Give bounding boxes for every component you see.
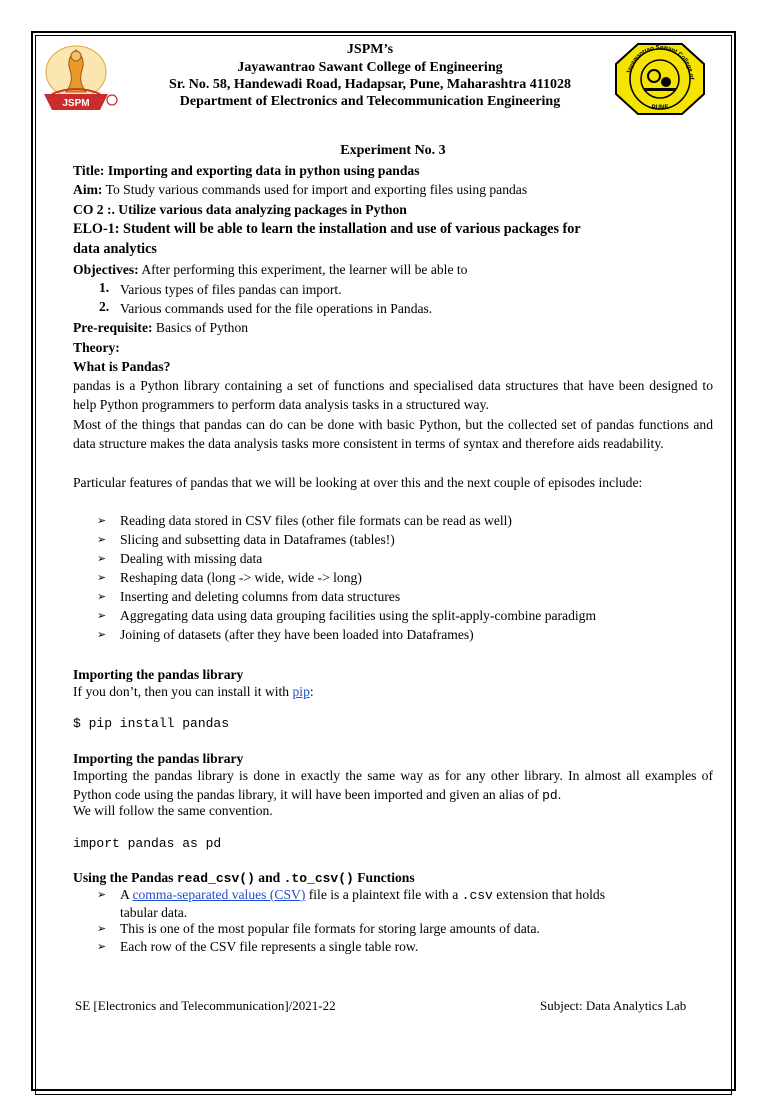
feature-item: Inserting and deleting columns from data structures (120, 589, 401, 604)
feature-item: Slicing and subsetting data in Dataframes (tables!) (120, 532, 395, 547)
pip-install-command: $ pip install pandas (73, 716, 230, 731)
paragraph-pandas-intro: pandas is a Python library containing a set of functions and specialised data structures that have been designed to help Python programmers to perform data analysis tasks in a structured way. (73, 378, 713, 413)
svg-text:Jayawantrao Sawant College of: Jayawantrao Sawant College of (626, 44, 695, 80)
alias-code: pd (542, 788, 558, 804)
csv-bullet-item: Each row of the CSV file represents a single table row. (120, 939, 419, 954)
import-text-end: . (557, 787, 562, 803)
paragraph-import-convention (73, 766, 713, 805)
arrow-bullet-icon: ➢ (97, 941, 107, 953)
follow-convention-text: We will follow the same convention. (73, 803, 273, 818)
bullet-text: file is a plaintext file with a (305, 887, 462, 902)
jspm-logo (38, 42, 120, 114)
feature-item: Aggregating data using data grouping facilities using the split-apply-combine paradigm (120, 608, 597, 623)
feature-item: Joining of datasets (after they have been loaded into Dataframes) (120, 627, 474, 642)
csv-bullet-item (120, 885, 605, 905)
arrow-bullet-icon: ➢ (97, 629, 107, 641)
college-address: Sr. No. 58, Handewadi Road, Hadapsar, Pune, Maharashtra 411028 (169, 77, 571, 92)
import-pandas-command: import pandas as pd (73, 836, 222, 851)
org-short-name: JSPM’s (346, 42, 394, 57)
elo-line-2: data analytics (73, 241, 157, 257)
arrow-bullet-icon: ➢ (97, 515, 107, 527)
objective-item: Various commands used for the file operations in Pandas. (120, 301, 433, 316)
theory-heading: Theory: (73, 340, 120, 355)
feature-item: Reshaping data (long -> wide, wide -> long) (120, 570, 362, 585)
objectives-label: Objectives: (73, 262, 139, 277)
aim-line (73, 180, 527, 199)
csv-bullet-item: This is one of the most popular file formats for storing large amounts of data. (120, 921, 540, 936)
objective-item: Various types of files pandas can import. (120, 282, 342, 297)
objectives-text: After performing this experiment, the learner will be able to (138, 262, 468, 277)
arrow-bullet-icon: ➢ (97, 534, 107, 546)
import-text: Importing the pandas library is done in exactly the same way as for any other library. In almost all examples of Python code using the pandas library, it will have been imported and given an alias of (73, 768, 713, 803)
arrow-bullet-icon: ➢ (97, 553, 107, 565)
aim-text: To Study various commands used for import and exporting files using pandas (102, 182, 528, 197)
heading-text: Using the Pandas (73, 870, 177, 885)
csv-link[interactable]: comma-separated values (CSV) (132, 887, 306, 902)
course-outcome: CO 2 :. Utilize various data analyzing packages in Python (73, 202, 407, 217)
department-name: Department of Electronics and Telecommunication Engineering (179, 94, 561, 109)
feature-item: Reading data stored in CSV files (other file formats can be read as well) (120, 513, 512, 528)
svg-text:PUNE: PUNE (651, 105, 669, 111)
arrow-bullet-icon: ➢ (97, 923, 107, 935)
footer-subject: Subject: Data Analytics Lab (540, 998, 687, 1013)
prerequisite-text: Basics of Python (152, 320, 249, 335)
pip-link[interactable]: pip (292, 684, 310, 699)
to-csv-code: .to_csv() (283, 871, 354, 886)
prerequisite-line (73, 318, 248, 337)
importing-heading: Importing the pandas library (73, 751, 244, 766)
college-seal-logo (614, 42, 706, 116)
elo-line-1: ELO-1: Student will be able to learn the installation and use of various packages for (73, 221, 581, 237)
aim-label: Aim: (73, 182, 103, 197)
paragraph-pandas-basics: Most of the things that pandas can do can be done with basic Python, but the collected set of pandas functions and data structure makes the data analysis tasks more consistent in terms of syntax and therefore aids readability. (73, 417, 713, 452)
importing-heading: Importing the pandas library (73, 667, 244, 682)
footer-class-info: SE [Electronics and Telecommunication]/2021-22 (75, 998, 336, 1013)
install-text-line (73, 682, 314, 701)
paragraph-features-intro: Particular features of pandas that we will be looking at over this and the next couple of episodes include: (73, 475, 643, 490)
experiment-number: Experiment No. 3 (340, 143, 446, 158)
csv-bullet-continuation: tabular data. (120, 905, 188, 920)
svg-text:JSPM: JSPM (62, 98, 90, 109)
bullet-text: A (120, 887, 133, 902)
college-name: Jayawantrao Sawant College of Engineering (237, 60, 503, 75)
heading-text: and (254, 870, 284, 885)
arrow-bullet-icon: ➢ (97, 889, 107, 901)
prerequisite-label: Pre-requisite: (73, 320, 153, 335)
objective-number: 2. (99, 299, 110, 314)
arrow-bullet-icon: ➢ (97, 572, 107, 584)
what-is-pandas-heading: What is Pandas? (73, 359, 171, 374)
csv-extension-code: .csv (461, 888, 493, 903)
objectives-line (73, 260, 467, 279)
arrow-bullet-icon: ➢ (97, 610, 107, 622)
bullet-text: extension that holds (492, 887, 606, 902)
install-text: If you don’t, then you can install it with (73, 684, 293, 699)
install-colon: : (309, 684, 314, 699)
experiment-title: Title: Importing and exporting data in python using pandas (73, 163, 420, 178)
feature-item: Dealing with missing data (120, 551, 263, 566)
heading-text: Functions (353, 870, 415, 885)
arrow-bullet-icon: ➢ (97, 591, 107, 603)
read-csv-code: read_csv() (176, 871, 255, 886)
objective-number: 1. (99, 280, 110, 295)
